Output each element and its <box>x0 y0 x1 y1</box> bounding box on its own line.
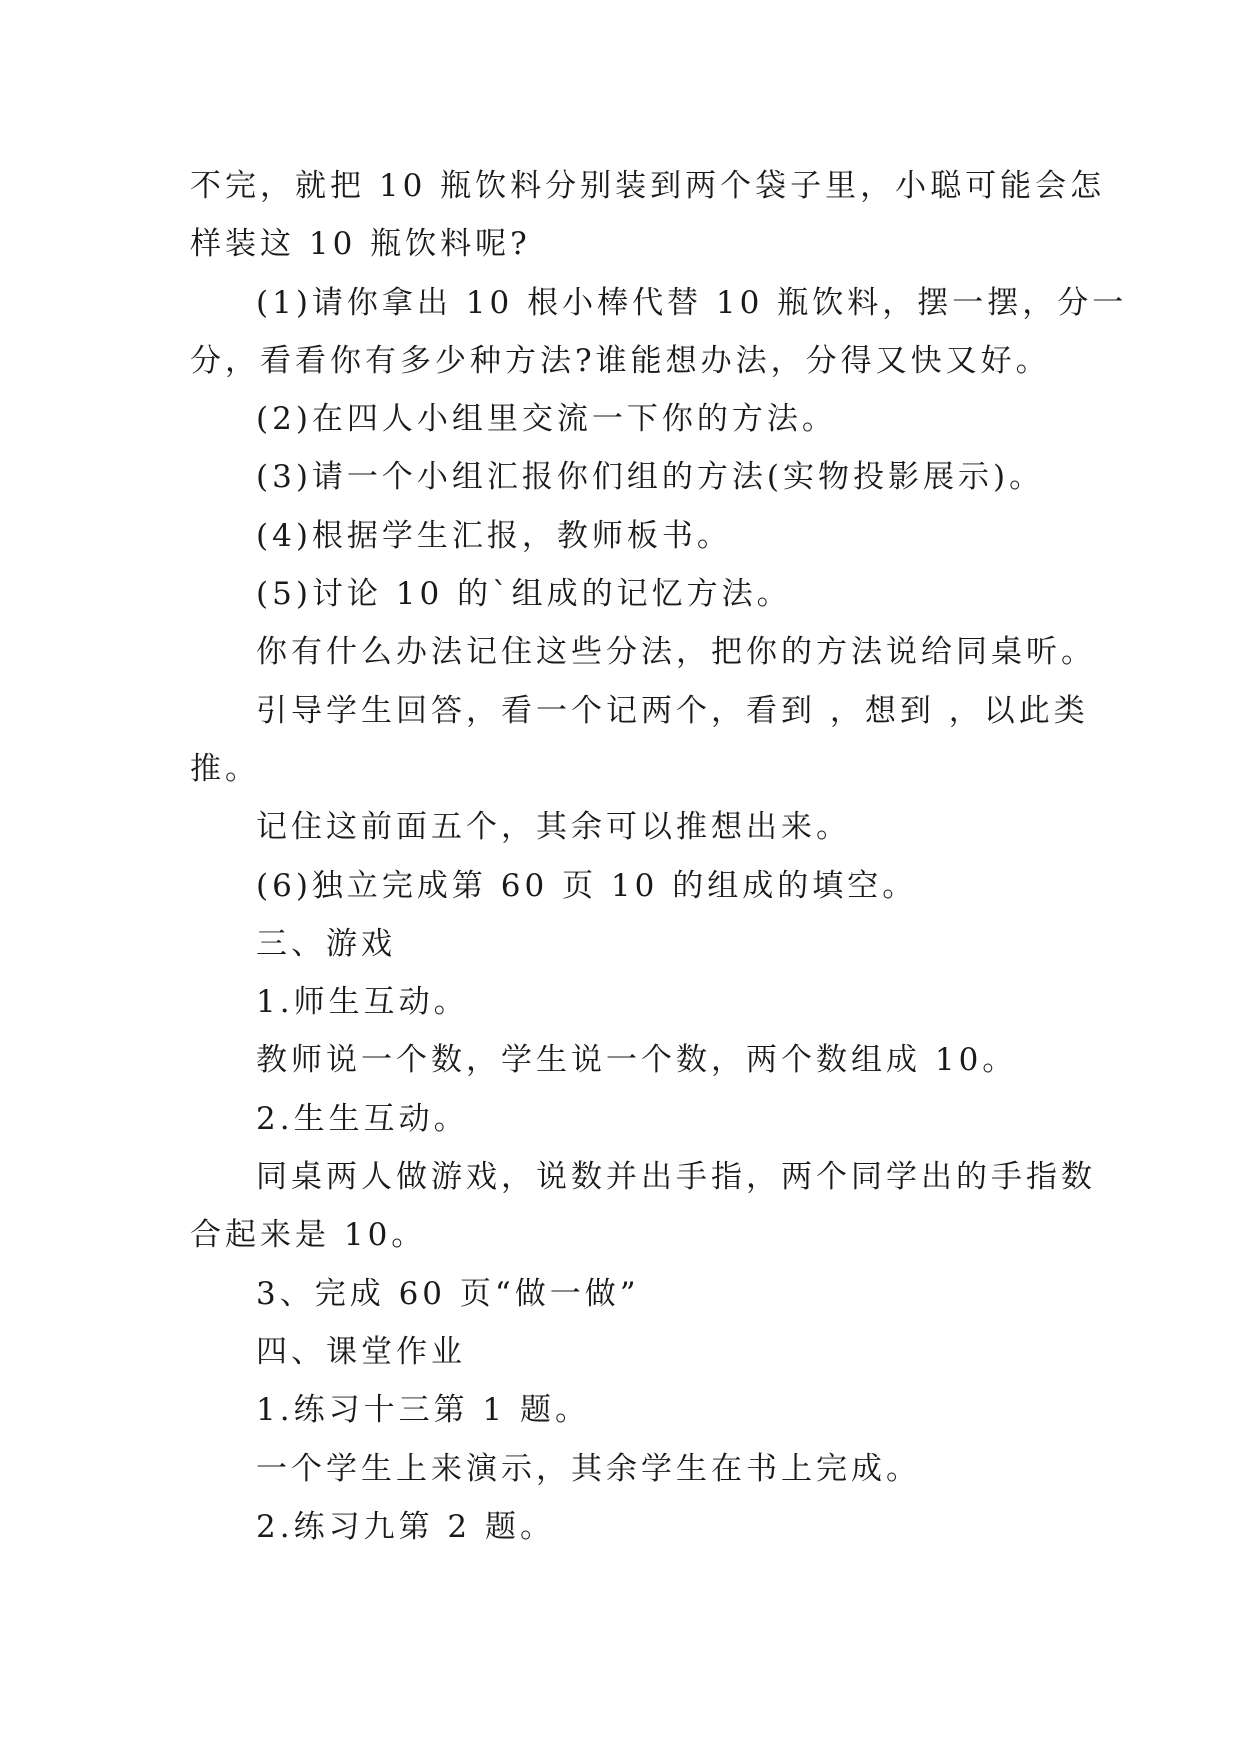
text-line: 合起来是 10。 <box>190 1217 427 1254</box>
text-line: 样装这 10 瓶饮料呢? <box>190 226 531 263</box>
text-line: (2)在四人小组里交流一下你的方法。 <box>256 401 837 438</box>
text-line: 引导学生回答，看一个记两个，看到 ，想到 ，以此类 <box>256 692 1089 729</box>
text-line: 推。 <box>190 750 260 787</box>
text-line: (6)独立完成第 60 页 10 的组成的填空。 <box>256 867 918 904</box>
text-line: 记住这前面五个，其余可以推想出来。 <box>256 809 851 846</box>
text-line: 教师说一个数，学生说一个数，两个数组成 10。 <box>256 1042 1018 1079</box>
text-line: (5)讨论 10 的`组成的记忆方法。 <box>256 576 792 613</box>
text-line: 1.练习十三第 1 题。 <box>256 1392 591 1429</box>
text-line: 2.生生互动。 <box>256 1100 469 1137</box>
text-line: (4)根据学生汇报，教师板书。 <box>256 517 732 554</box>
text-line: 3、完成 60 页“做一做” <box>256 1275 640 1312</box>
text-line: 不完，就把 10 瓶饮料分别装到两个袋子里，小聪可能会怎 <box>190 168 1106 204</box>
text-line: (1)请你拿出 10 根小棒代替 10 瓶饮料，摆一摆，分一 <box>256 284 1128 321</box>
document-body <box>190 157 1128 1556</box>
text-line: 分，看看你有多少种方法?谁能想办法，分得又快又好。 <box>190 342 1051 379</box>
section-heading: 四、课堂作业 <box>256 1333 466 1370</box>
text-line: 2.练习九第 2 题。 <box>256 1508 556 1545</box>
text-line: 你有什么办法记住这些分法，把你的方法说给同桌听。 <box>256 634 1096 671</box>
text-line: (3)请一个小组汇报你们组的方法(实物投影展示)。 <box>256 459 1045 496</box>
text-line: 同桌两人做游戏，说数并出手指，两个同学出的手指数 <box>256 1159 1096 1196</box>
text-line: 一个学生上来演示，其余学生在书上完成。 <box>256 1450 921 1487</box>
section-heading: 三、游戏 <box>256 925 396 962</box>
text-line: 1.师生互动。 <box>256 984 469 1021</box>
